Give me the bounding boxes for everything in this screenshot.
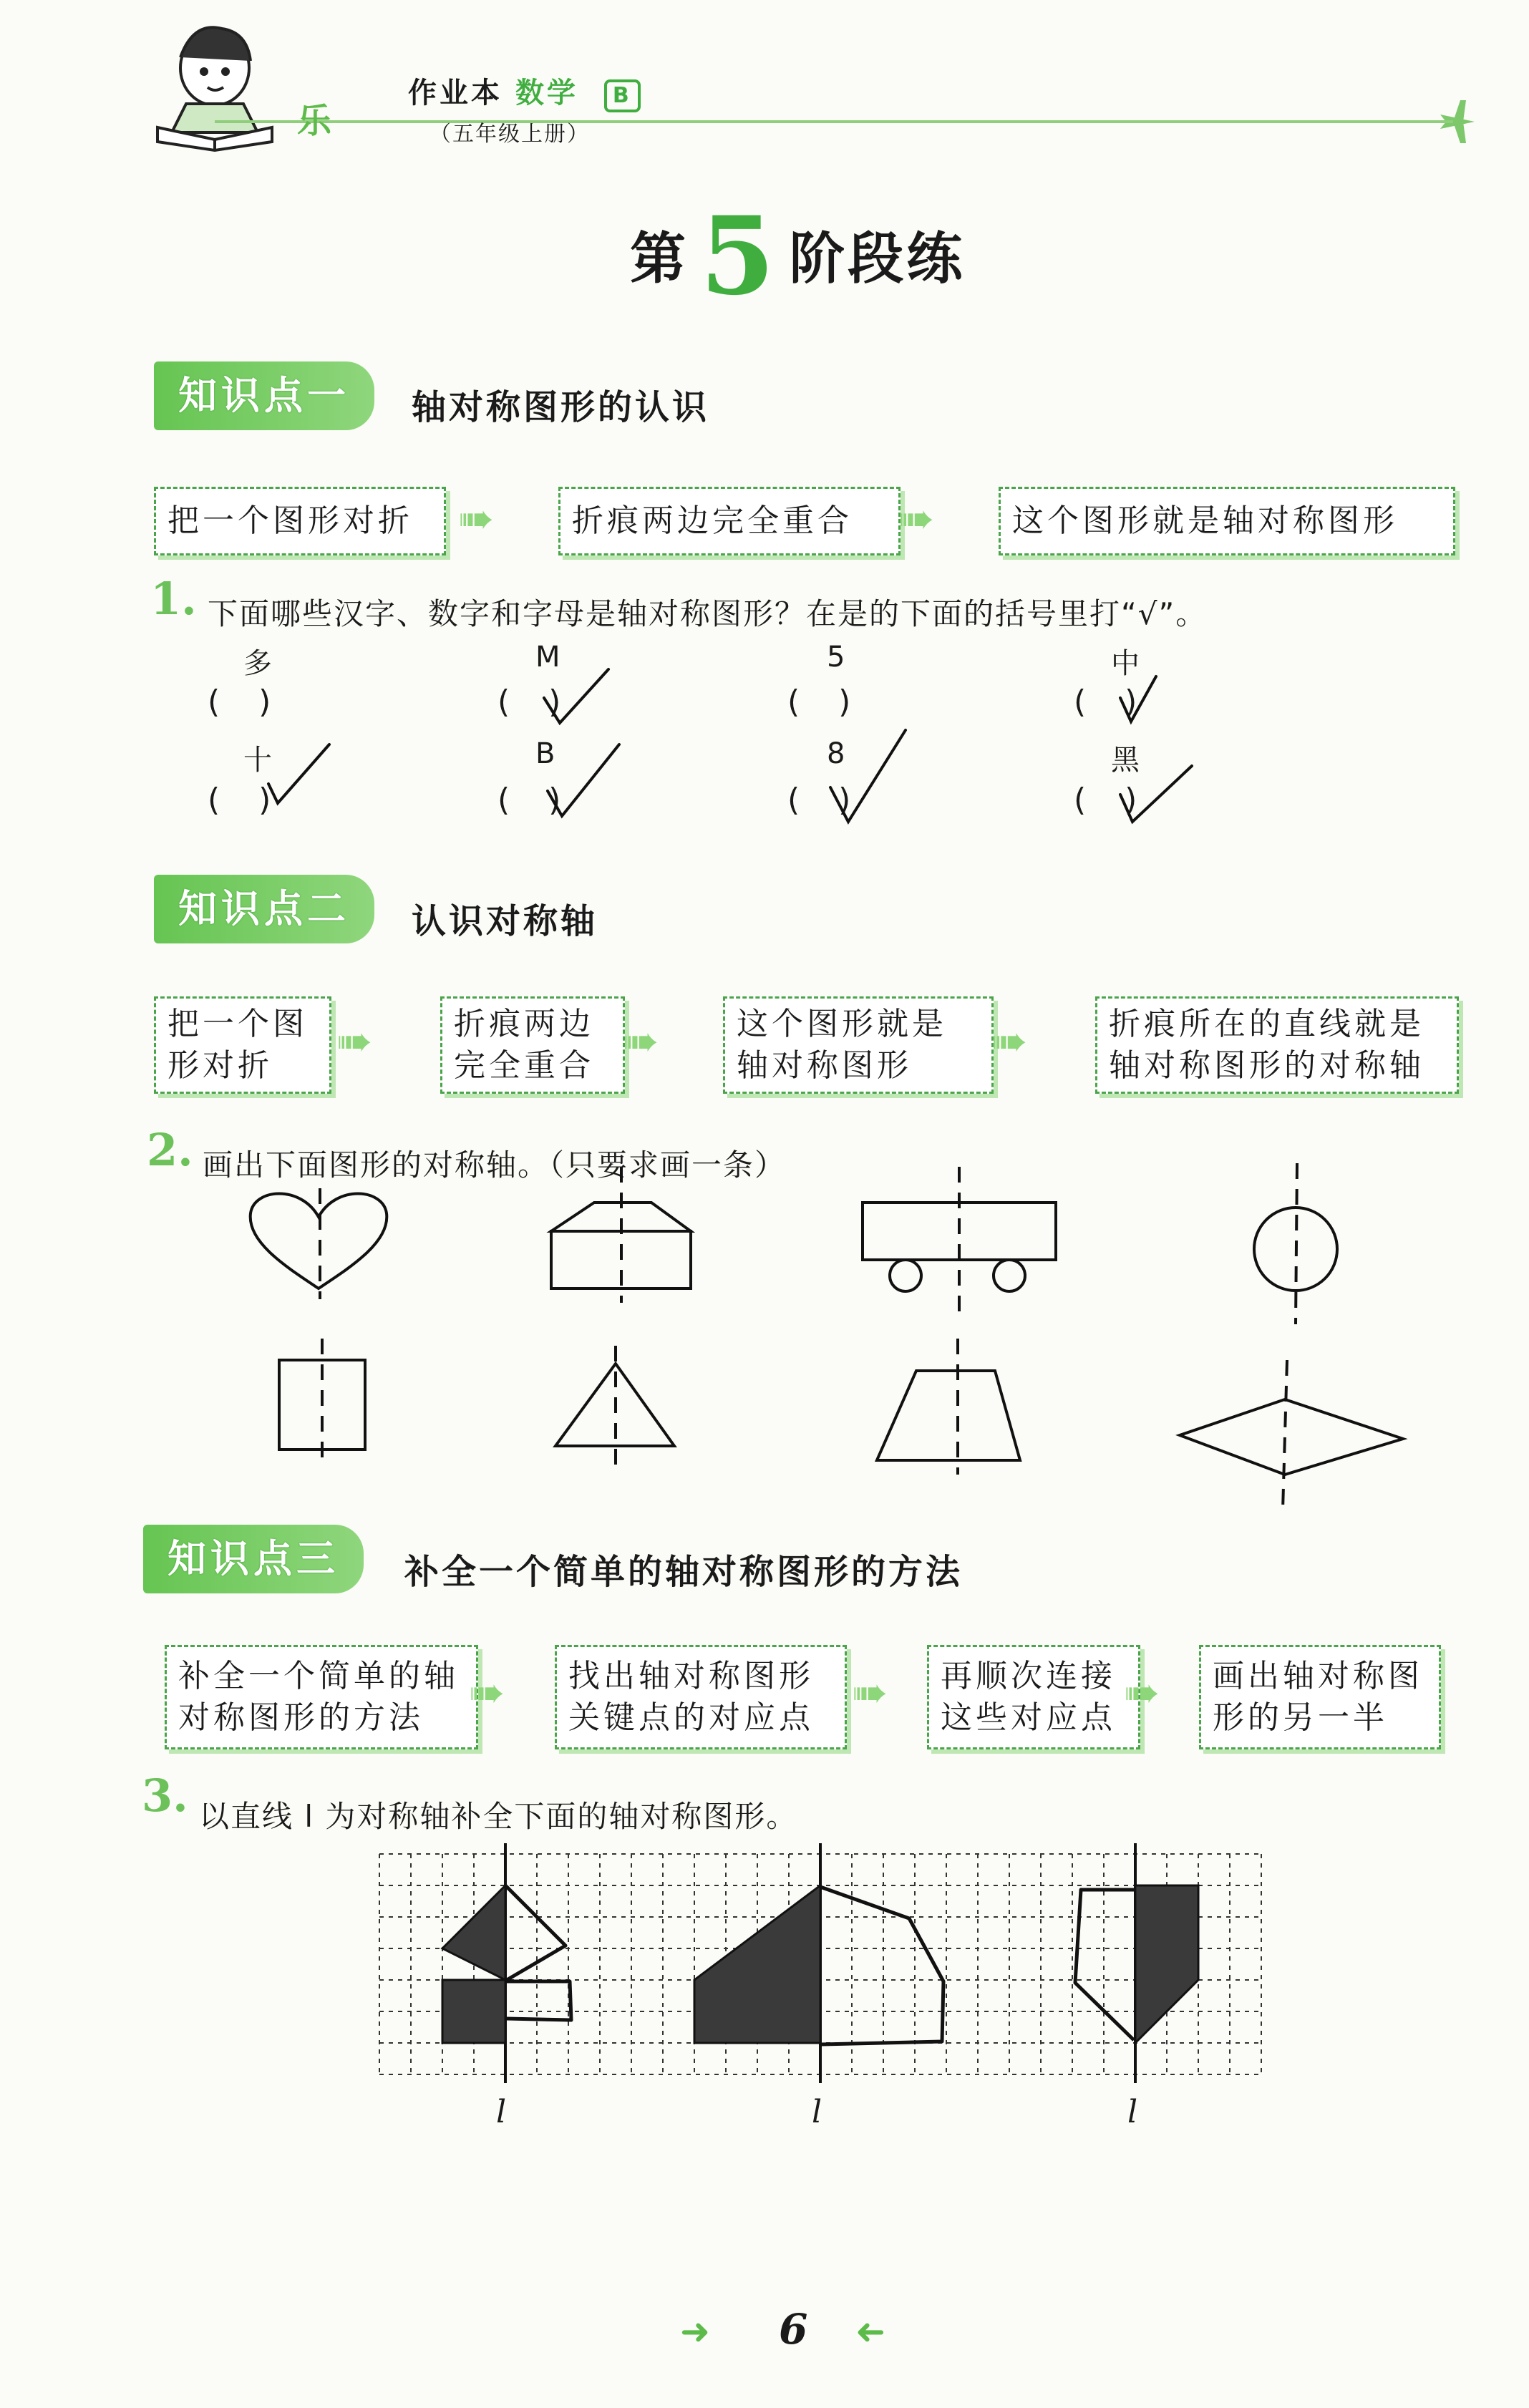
header-brand-char: 乐 xyxy=(297,101,332,141)
truck-shape xyxy=(863,1203,1056,1260)
q1-char: 5 xyxy=(827,641,845,674)
page-title xyxy=(630,193,965,319)
answer-parens: () xyxy=(787,684,890,720)
section1-flow-step2: 折痕两边完全重合 xyxy=(558,487,901,555)
axis-label: l xyxy=(496,2094,507,2130)
section2-title: 认识对称轴 xyxy=(412,901,598,941)
q1-text: 下面哪些汉字、数字和字母是轴对称图形？在是的下面的括号里打“√”。 xyxy=(208,596,1208,631)
section3-flow-step2: 找出轴对称图形关键点的对应点 xyxy=(555,1645,847,1749)
answer-parens: () xyxy=(1074,782,1176,818)
arrow-icon: ➠ xyxy=(1124,1668,1160,1718)
answer-parens: () xyxy=(208,782,310,818)
rectangle-shape xyxy=(279,1360,365,1450)
section2-flow-step3: 这个图形就是轴对称图形 xyxy=(723,996,994,1094)
q2-number: 2. xyxy=(147,1124,193,1176)
arrow-icon: ➠ xyxy=(991,1016,1028,1067)
section3-tab: 知识点三 xyxy=(143,1525,364,1593)
given-half xyxy=(694,1885,820,2043)
answer-parens: () xyxy=(208,684,310,720)
section2-tab: 知识点二 xyxy=(154,875,374,943)
given-half xyxy=(442,1885,505,1980)
grade-volume: （五年级上册） xyxy=(429,122,590,147)
q1-char: B xyxy=(535,737,555,770)
section1-flow-step1: 把一个图形对折 xyxy=(154,487,446,555)
section3-flow-step3: 再顺次连接这些对应点 xyxy=(927,1645,1140,1749)
rhombus-shape xyxy=(1180,1399,1403,1475)
q1-char: 多 xyxy=(243,647,272,680)
q1-char: 十 xyxy=(243,744,272,777)
section2-flow-step2: 折痕两边完全重合 xyxy=(440,996,625,1094)
heart-shape xyxy=(251,1194,387,1289)
arrow-icon: ➠ xyxy=(458,494,495,544)
arrow-icon: ➠ xyxy=(852,1668,888,1718)
circle-shape xyxy=(1254,1208,1337,1291)
section3-flow-step4: 画出轴对称图形的另一半 xyxy=(1199,1645,1441,1749)
given-half xyxy=(1135,1885,1198,2043)
trapezoid-shape xyxy=(877,1371,1020,1460)
arrow-icon: ➠ xyxy=(623,1016,659,1067)
edition-badge: B xyxy=(604,79,641,112)
header-title xyxy=(408,70,641,112)
arrow-icon: ➠ xyxy=(336,1016,373,1067)
section1-flow-step3: 这个图形就是轴对称图形 xyxy=(999,487,1455,555)
subject-label: 数学 xyxy=(515,77,578,110)
completed-half xyxy=(505,1885,566,1980)
page-number: 6 xyxy=(779,2305,808,2354)
q1-number: 1. xyxy=(150,573,197,625)
q1-char: 黑 xyxy=(1111,744,1140,777)
section2-flow-step1: 把一个图形对折 xyxy=(154,996,331,1094)
section1-title: 轴对称图形的认识 xyxy=(412,387,710,427)
q1-char: 8 xyxy=(827,737,845,770)
answer-parens: () xyxy=(497,684,600,720)
answer-parens: () xyxy=(787,782,890,818)
q2-text: 画出下面图形的对称轴。（只要求画一条） xyxy=(203,1147,787,1183)
section3-title: 补全一个简单的轴对称图形的方法 xyxy=(404,1552,963,1592)
arrow-icon: ➠ xyxy=(898,494,935,544)
page-title-number: 5 xyxy=(700,193,778,319)
q1-char: 中 xyxy=(1111,647,1140,680)
footer-arrow-left-icon: ➜ xyxy=(855,2311,885,2352)
symmetry-axis xyxy=(1296,1163,1297,1324)
completed-half xyxy=(820,1887,943,2044)
page-title-prefix: 第 xyxy=(630,226,689,291)
completed-half xyxy=(505,1981,571,2020)
q3-text: 以直线 l 为对称轴补全下面的轴对称图形。 xyxy=(199,1799,798,1834)
house-shape xyxy=(551,1203,691,1288)
header-rule xyxy=(215,120,1453,123)
section2-flow-step4: 折痕所在的直线就是轴对称图形的对称轴 xyxy=(1095,996,1459,1094)
q1-char: M xyxy=(535,641,560,674)
book-title: 作业本 xyxy=(408,77,503,110)
section3-flow-step1: 补全一个简单的轴对称图形的方法 xyxy=(165,1645,478,1749)
arrow-icon: ➠ xyxy=(469,1668,505,1718)
triangle-shape xyxy=(555,1364,674,1446)
given-half xyxy=(442,1980,505,2043)
answer-parens: () xyxy=(497,782,600,818)
axis-label: l xyxy=(812,2094,822,2130)
section1-tab: 知识点一 xyxy=(154,361,374,430)
page-title-suffix: 阶段练 xyxy=(789,226,966,291)
answer-parens: () xyxy=(1074,684,1176,720)
q3-number: 3. xyxy=(142,1769,188,1822)
symmetry-axis xyxy=(1283,1360,1287,1510)
completed-half xyxy=(1075,1890,1135,2040)
footer-arrow-right-icon: ➜ xyxy=(680,2311,710,2352)
axis-label: l xyxy=(1127,2094,1138,2130)
